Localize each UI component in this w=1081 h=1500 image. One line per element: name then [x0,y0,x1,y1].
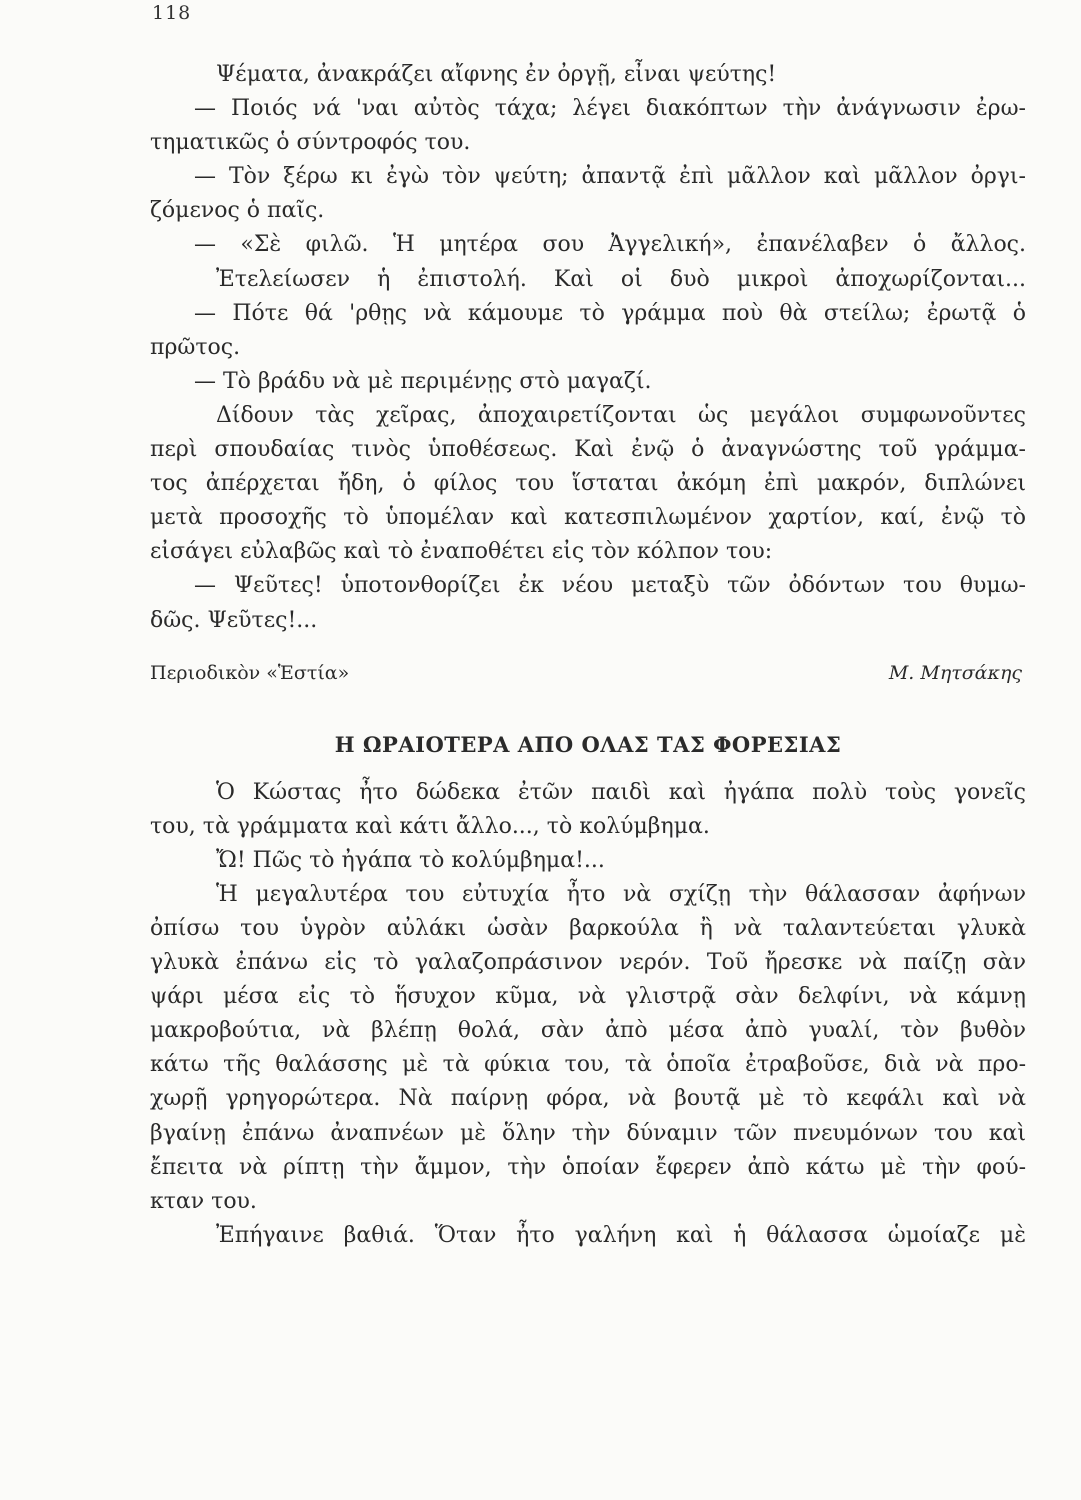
text-line: Ἐτελείωσεν ἡ ἐπιστολή. Καὶ οἱ δυὸ μικροὶ ἀποχωρίζονται... [216,266,1026,292]
text-line: μετὰ προσοχῆς τὸ ὑπομέλαν καὶ κατεσπιλωμένον χαρτίον, καί, ἐνῷ τὸ [150,505,1026,531]
text-line: πρῶτος. [150,334,241,360]
text-line: τηματικῶς ὁ σύντροφός του. [150,130,471,156]
text-line: Δίδουν τὰς χεῖρας, ἀποχαιρετίζονται ὡς μεγάλοι συμφωνοῦντες [216,402,1026,428]
text-line: — Τὸ βράδυ νὰ μὲ περιμένῃς στὸ μαγαζί. [194,368,652,394]
story-one-text [150,58,1026,638]
text-line: δῶς. Ψεῦτες!... [150,607,318,633]
text-line: — Ποιός νά 'ναι αὐτὸς τάχα; λέγει διακόπτων τὴν ἀνάγνωσιν ἐρω- [194,96,1026,122]
text-line: — «Σὲ φιλῶ. Ἡ μητέρα σου Ἀγγελική», ἐπανέλαβεν ὁ ἄλλος. [194,232,1026,258]
text-line: ζόμενος ὁ παῖς. [150,198,325,224]
text-line: ἔπειτα νὰ ρίπτῃ τὴν ἄμμον, τὴν ὁποίαν ἔφερεν ἀπὸ κάτω μὲ τὴν φού- [150,1154,1026,1180]
text-line: Ψέματα, ἀνακράζει αἴφνης ἐν ὀργῇ, εἶναι ψεύτης! [216,62,777,87]
credit-author: Μ. Μητσάκης [888,661,1022,684]
text-line: βγαίνῃ ἐπάνω ἀναπνέων μὲ ὅλην τὴν δύναμιν τῶν πνευμόνων του καὶ [150,1120,1026,1146]
text-line: κάτω τῆς θαλάσσης μὲ τὰ φύκια του, τὰ ὁποῖα ἐτραβοῦσε, διὰ νὰ προ- [150,1052,1026,1078]
text-line: ψάρι μέσα εἰς τὸ ἥσυχον κῦμα, νὰ γλιστρᾷ σὰν δελφίνι, νὰ κάμνῃ [150,984,1026,1010]
text-line: — Πότε θά 'ρθῃς νὰ κάμουμε τὸ γράμμα ποὺ θὰ στείλω; ἐρωτᾷ ὁ [194,300,1026,326]
text-line: Ὤ! Πῶς τὸ ἠγάπα τὸ κολύμβημα!... [216,847,605,873]
credit-source: Περιοδικὸν «Ἑστία» [150,661,350,684]
text-line: Ἡ μεγαλυτέρα του εὐτυχία ἦτο νὰ σχίζῃ τὴν θάλασσαν ἀφήνων [216,881,1026,907]
text-line: κταν του. [150,1188,257,1214]
text-line: Ἐπήγαινε βαθιά. Ὅταν ἦτο γαλήνη καὶ ἡ θάλασσα ὡμοίαζε μὲ [216,1222,1026,1248]
text-line: εἰσάγει εὐλαβῶς καὶ τὸ ἐναποθέτει εἰς τὸν κόλπον του: [150,539,773,565]
text-line: ὀπίσω του ὑγρὸν αὐλάκι ὡσὰν βαρκούλα ἢ νὰ ταλαντεύεται γλυκὰ [150,915,1026,941]
story-two-text [150,776,1026,1253]
page-number: 118 [152,2,192,24]
text-line: γλυκὰ ἐπάνω εἰς τὸ γαλαζοπράσινον νερόν. Τοῦ ἤρεσκε νὰ παίζῃ σὰν [150,950,1026,976]
text-line: μακροβούτια, νὰ βλέπῃ θολά, σὰν ἀπὸ μέσα ἀπὸ γυαλί, τὸν βυθὸν [150,1018,1026,1044]
text-line: — Τὸν ξέρω κι ἐγὼ τὸν ψεύτη; ἀπαντᾷ ἐπὶ μᾶλλον καὶ μᾶλλον ὀργι- [194,164,1026,190]
source-credit [150,658,1026,688]
text-line: — Ψεῦτες! ὑποτονθορίζει ἐκ νέου μεταξὺ τῶν ὀδόντων του θυμω- [194,573,1026,599]
page-content [150,58,1026,1253]
text-line: του, τὰ γράμματα καὶ κάτι ἄλλο..., τὸ κολύμβημα. [150,813,710,839]
text-line: περὶ σπουδαίας τινὸς ὑποθέσεως. Καὶ ἐνῷ ὁ ἀναγνώστης τοῦ γράμμα- [150,437,1026,463]
text-line: χωρῇ γρηγορώτερα. Νὰ παίρνῃ φόρα, νὰ βουτᾷ μὲ τὸ κεφάλι καὶ νὰ [150,1086,1026,1112]
text-line: Ὁ Κώστας ἦτο δώδεκα ἐτῶν παιδὶ καὶ ἠγάπα πολὺ τοὺς γονεῖς [216,779,1026,805]
article-title: Η ΩΡΑΙΟΤΕΡΑ ΑΠΟ ΟΛΑΣ ΤΑΣ ΦΟΡΕΣΙΑΣ [334,731,842,757]
text-line: τος ἀπέρχεται ἤδη, ὁ φίλος του ἵσταται ἀκόμη ἐπὶ μακρόν, διπλώνει [150,471,1026,497]
